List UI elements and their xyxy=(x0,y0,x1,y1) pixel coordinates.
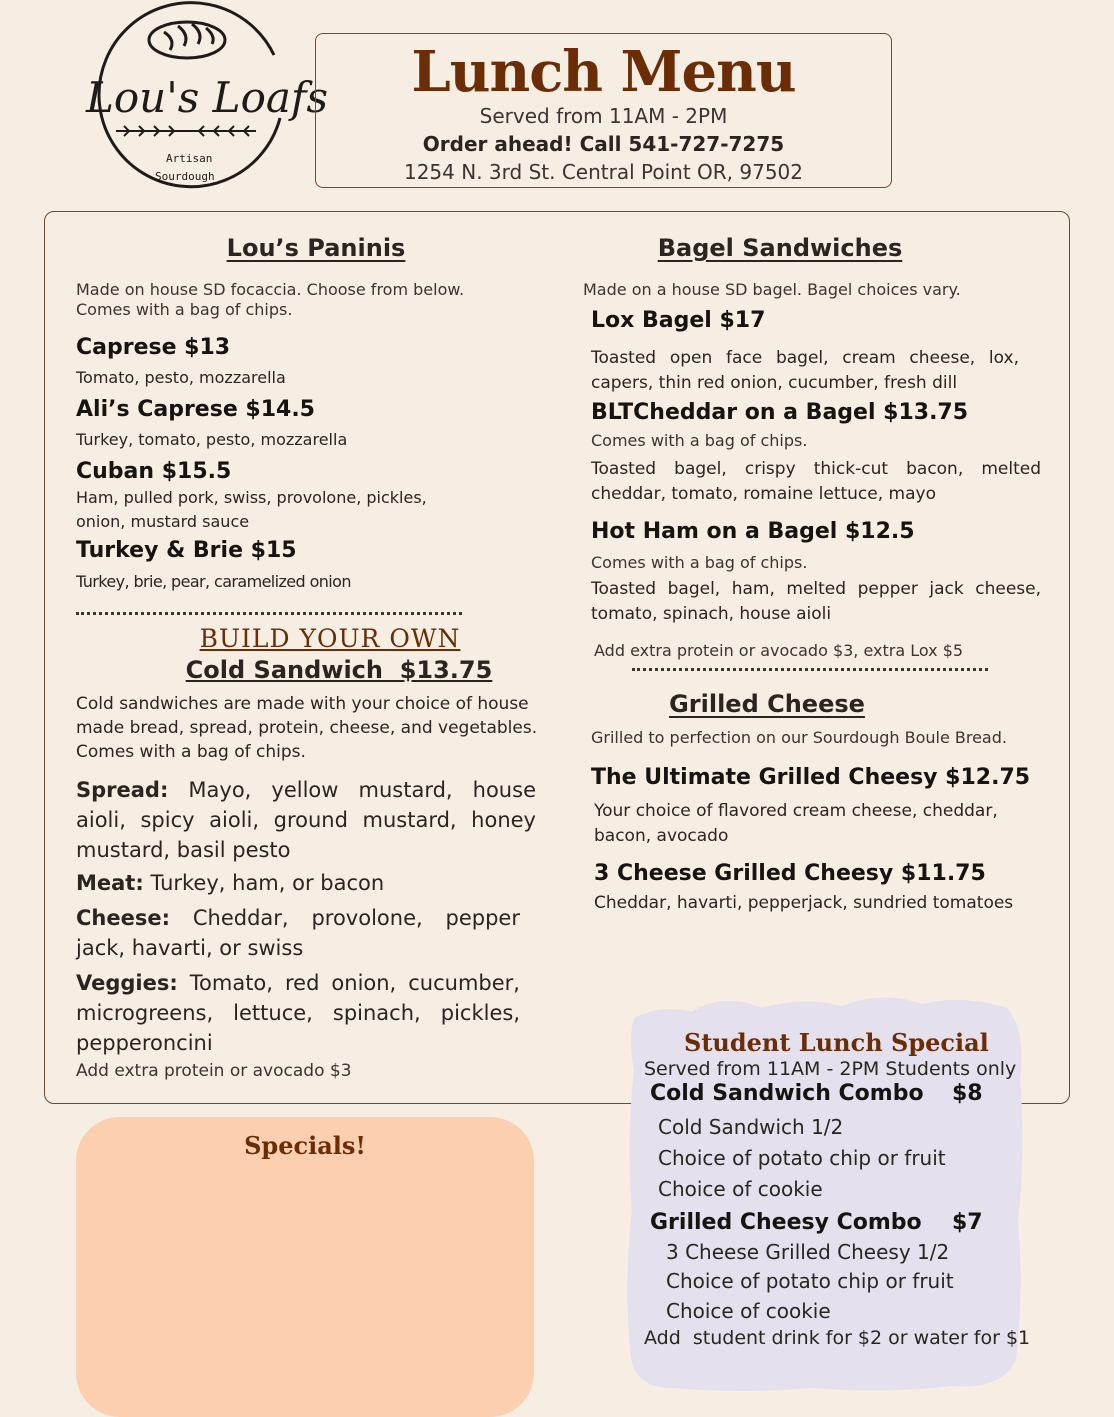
grilled-cheesy-combo-price: $7 xyxy=(952,1210,983,1235)
specials-panel xyxy=(76,1117,534,1417)
menu-item-caprese-desc: Tomato, pesto, mozzarella xyxy=(76,368,286,387)
combo-item: Cold Sandwich 1/2 xyxy=(658,1115,844,1139)
grilled-cheese-title: Grilled Cheese xyxy=(669,690,865,718)
menu-item-ultimate-grilled-cheesy-name: The Ultimate Grilled Cheesy $12.75 xyxy=(591,765,1031,790)
address-text: 1254 N. 3rd St. Central Point OR, 97502 xyxy=(403,160,803,184)
menu-item-turkey-brie-name: Turkey & Brie $15 xyxy=(76,538,297,563)
student-special-title: Student Lunch Special xyxy=(684,1028,989,1057)
header-box xyxy=(315,33,892,188)
combo-item: Choice of cookie xyxy=(658,1177,823,1201)
grilled-cheesy-combo-name: Grilled Cheesy Combo xyxy=(650,1210,922,1235)
brand-logo xyxy=(84,0,328,200)
section-divider xyxy=(632,668,988,671)
menu-item-3-cheese-grilled-cheesy-desc: Cheddar, havarti, pepperjack, sundried tomatoes xyxy=(594,893,1014,913)
bread-loaf-icon xyxy=(149,22,225,58)
veggies-options xyxy=(76,968,520,1058)
menu-item-hot-ham-bagel-desc: Toasted bagel, ham, melted pepper jack cheese, tomato, spinach, house aioli xyxy=(591,579,1041,624)
menu-item-alis-caprese-name: Ali’s Caprese $14.5 xyxy=(76,397,315,422)
menu-item-hot-ham-bagel-note: Comes with a bag of chips. xyxy=(591,553,808,572)
cold-sandwich-combo-name: Cold Sandwich Combo xyxy=(650,1081,924,1106)
menu-item-blt-bagel-desc: Toasted bagel, crispy thick-cut bacon, melted cheddar, tomato, romaine lettuce, mayo xyxy=(591,459,1041,504)
wheat-divider-icon xyxy=(116,126,256,136)
student-special-panel xyxy=(622,990,1031,1394)
combo-item: Choice of potato chip or fruit xyxy=(658,1146,946,1170)
menu-item-ultimate-grilled-cheesy-desc: Your choice of flavored cream cheese, cheddar, bacon, avocado xyxy=(594,801,998,846)
student-drink-addon: Add student drink for $2 or water for $1 xyxy=(644,1327,1031,1349)
bagels-extra: Add extra protein or avocado $3, extra Lox $5 xyxy=(594,641,964,660)
menu-item-turkey-brie-desc: Turkey, brie, pear, caramelized onion xyxy=(76,572,351,591)
meat-values: Turkey, ham, or bacon xyxy=(150,871,385,895)
combo-item: 3 Cheese Grilled Cheesy 1/2 xyxy=(666,1240,950,1264)
menu-item-caprese-name: Caprese $13 xyxy=(76,335,231,360)
svg-text:Artisan: Artisan xyxy=(166,152,213,165)
menu-item-blt-bagel-name: BLTCheddar on a Bagel $13.75 xyxy=(591,400,969,425)
bagels-title: Bagel Sandwiches xyxy=(657,234,903,262)
cold-sandwich-combo-price: $8 xyxy=(952,1081,983,1106)
build-your-own-heading: BUILD YOUR OWN xyxy=(199,624,461,653)
combo-item: Choice of potato chip or fruit xyxy=(666,1269,954,1293)
menu-item-alis-caprese-desc: Turkey, tomato, pesto, mozzarella xyxy=(76,430,348,449)
specials-title: Specials! xyxy=(244,1131,366,1160)
combo-item: Choice of cookie xyxy=(666,1299,831,1323)
cheese-label: Cheese: xyxy=(76,906,170,930)
order-phone-text: Order ahead! Call 541-727-7275 xyxy=(422,132,785,156)
bagels-description: Made on a house SD bagel. Bagel choices vary. xyxy=(583,280,961,299)
menu-item-lox-bagel-desc: Toasted open face bagel, cream cheese, lox, capers, thin red onion, cucumber, fresh dill xyxy=(591,348,1019,393)
spread-values: Mayo, yellow mustard, house aioli, spicy aioli, ground mustard, honey mustard, basil pesto xyxy=(76,778,536,862)
menu-item-cuban-desc: Ham, pulled pork, swiss, provolone, pickles, onion, mustard sauce xyxy=(76,488,427,531)
menu-item-blt-bagel-note: Comes with a bag of chips. xyxy=(591,431,808,450)
section-divider xyxy=(76,612,462,615)
grilled-cheese-description: Grilled to perfection on our Sourdough Boule Bread. xyxy=(591,728,1007,747)
cold-sandwich-description: Cold sandwiches are made with your choice of house made bread, spread, protein, cheese, and vegetables. Comes with a bag of chips. xyxy=(76,694,538,762)
meat-options xyxy=(76,868,536,898)
svg-text:Lou's Loafs: Lou's Loafs xyxy=(86,73,328,122)
paninis-description: Made on house SD focaccia. Choose from below. Comes with a bag of chips. xyxy=(76,280,465,319)
logo-emblem xyxy=(84,0,328,200)
meat-label: Meat: xyxy=(76,871,144,895)
menu-item-hot-ham-bagel-name: Hot Ham on a Bagel $12.5 xyxy=(591,519,915,544)
spread-label: Spread: xyxy=(76,778,169,802)
menu-item-lox-bagel-name: Lox Bagel $17 xyxy=(591,308,766,333)
cold-sandwich-title: Cold Sandwich $13.75 xyxy=(185,656,493,684)
veggies-label: Veggies: xyxy=(76,971,178,995)
student-special-subtitle: Served from 11AM - 2PM Students only xyxy=(644,1058,1017,1080)
hours-text: Served from 11AM - 2PM xyxy=(479,104,728,128)
paninis-title: Lou’s Paninis xyxy=(226,234,406,262)
page-title: Lunch Menu xyxy=(411,39,796,105)
cheese-values: Cheddar, provolone, pepper jack, havarti, or swiss xyxy=(76,906,520,960)
veggies-values: Tomato, red onion, cucumber, microgreens, lettuce, spinach, pickles, pepperoncini xyxy=(76,971,520,1055)
menu-item-3-cheese-grilled-cheesy-name: 3 Cheese Grilled Cheesy $11.75 xyxy=(594,861,986,886)
cheese-options xyxy=(76,903,520,963)
spread-options xyxy=(76,775,536,865)
svg-text:Sourdough: Sourdough xyxy=(155,170,215,183)
menu-item-cuban-name: Cuban $15.5 xyxy=(76,459,232,484)
cold-sandwich-extra: Add extra protein or avocado $3 xyxy=(76,1061,352,1081)
